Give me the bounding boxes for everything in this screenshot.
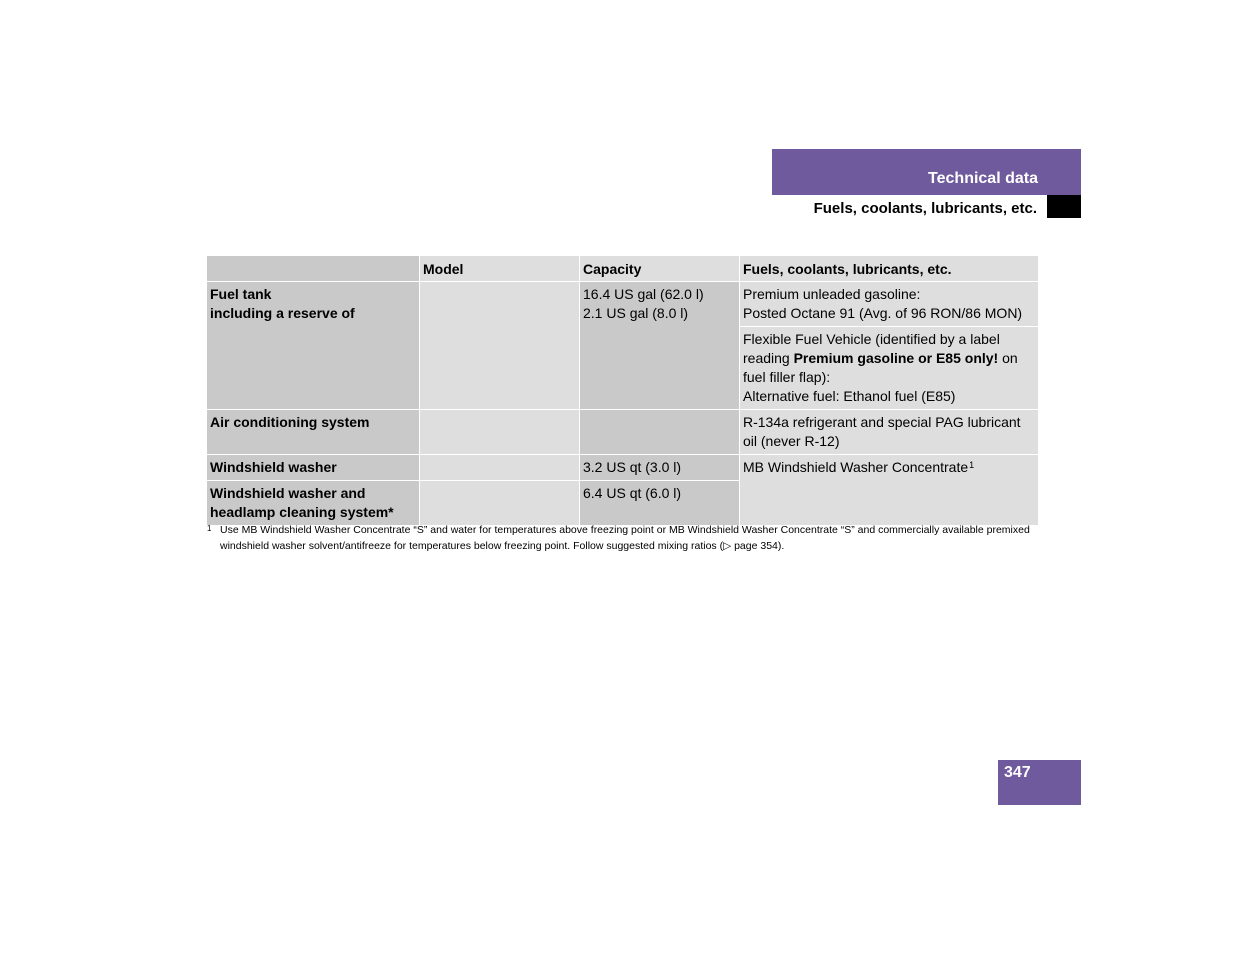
fuel-text: oil (never R-12) (743, 433, 840, 449)
capacity-cell: 3.2 US qt (3.0 l) (580, 455, 740, 481)
footnote-text: Use MB Windshield Washer Concentrate “S” and water for temperatures above freezing point or MB Windshield Washer Concentrate “S” and commercially available premixed windshield washer solvent/antifreeze for temperatures below freezing point. Follow suggested mixing ratios (▷ page 354). (220, 524, 1030, 552)
model-cell (420, 410, 580, 455)
table-header-row (207, 256, 1038, 282)
footnote-mark: 1 (207, 524, 212, 533)
fuel-text: Premium unleaded gasoline: (743, 286, 921, 302)
fuel-text: Alternative fuel: Ethanol fuel (E85) (743, 388, 956, 404)
subsection-title: Fuels, coolants, lubricants, etc. (813, 200, 1037, 217)
fuel-text: MB Windshield Washer Concentrate (743, 459, 969, 475)
model-cell (420, 282, 580, 410)
item-label: including a reserve of (210, 305, 355, 321)
model-cell (420, 455, 580, 481)
fuel-label-emphasis: Premium gasoline or E85 only! (793, 350, 999, 366)
table-row (207, 455, 1038, 481)
thumb-index-marker (1047, 195, 1081, 218)
fuel-text: Flexible Fuel Vehicle (identified by a label reading (743, 331, 1000, 366)
section-title: Technical data (928, 170, 1038, 187)
item-cell (207, 282, 420, 410)
header-capacity: Capacity (580, 256, 740, 282)
item-cell (207, 481, 420, 526)
item-label: headlamp cleaning system* (210, 504, 394, 520)
capacity-cell (580, 282, 740, 410)
fuel-cell (740, 327, 1039, 410)
capacity-cell (580, 410, 740, 455)
item-label: Windshield washer and (210, 485, 366, 501)
capacity-value: 2.1 US gal (8.0 l) (583, 305, 689, 321)
footnote (207, 522, 1038, 554)
item-label: Air conditioning system (207, 410, 420, 455)
capacity-cell: 6.4 US qt (6.0 l) (580, 481, 740, 526)
header-item (207, 256, 420, 282)
page-number-box (998, 760, 1081, 805)
section-tab (772, 149, 1081, 195)
fuel-text (743, 330, 1035, 387)
fuel-text: Posted Octane 91 (Avg. of 96 RON/86 MON) (743, 305, 1023, 321)
header-model: Model (420, 256, 580, 282)
footnote-ref: 1 (969, 460, 975, 470)
page-number: 347 (1004, 764, 1031, 781)
fuel-cell (740, 410, 1039, 455)
fuel-text: R-134a refrigerant and special PAG lubricant (743, 414, 1021, 430)
header-fuels: Fuels, coolants, lubricants, etc. (740, 256, 1039, 282)
fuel-cell (740, 455, 1039, 526)
fuel-text: on fuel filler flap): (743, 350, 1018, 385)
table-row (207, 282, 1038, 327)
model-cell (420, 481, 580, 526)
fuels-table (207, 256, 1038, 526)
item-label: Fuel tank (210, 286, 272, 302)
fuel-cell (740, 282, 1039, 327)
capacity-value: 16.4 US gal (62.0 l) (583, 286, 704, 302)
table-row (207, 410, 1038, 455)
item-label: Windshield washer (207, 455, 420, 481)
